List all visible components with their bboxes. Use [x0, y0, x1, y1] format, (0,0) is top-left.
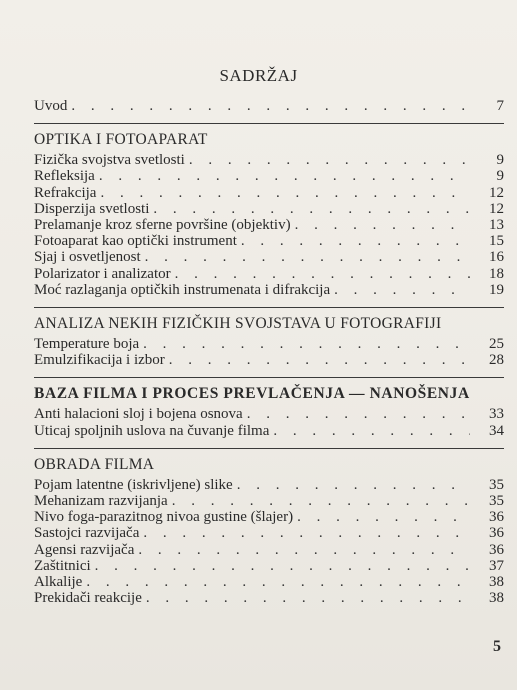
toc-entry [34, 574, 504, 590]
dot-leader [143, 336, 470, 352]
toc-entry [34, 266, 504, 282]
toc-entry [34, 477, 504, 493]
toc-entry-label: Polarizator i analizator [34, 265, 171, 282]
toc-entry-page: 36 [489, 541, 504, 558]
dot-leader [143, 525, 470, 541]
toc-entry-page: 36 [489, 509, 504, 526]
toc-entry-page: 16 [489, 249, 504, 266]
toc-entry [34, 249, 504, 265]
toc-entry [34, 233, 504, 249]
dot-leader [100, 185, 470, 201]
dot-leader [237, 477, 470, 493]
toc-entry [34, 168, 504, 184]
dot-leader [86, 574, 470, 590]
dot-leader [95, 558, 470, 574]
toc-entry-page: 13 [489, 217, 504, 234]
toc-entry-label: Alkalije [34, 574, 83, 591]
toc-entry-page: 12 [489, 184, 504, 201]
dot-leader [153, 201, 470, 217]
section-title: OPTIKA I FOTOAPARAT [34, 131, 208, 149]
toc-entry-label: Prekidači reakcije [34, 590, 142, 607]
toc-entry-page: 18 [489, 265, 504, 282]
dot-leader [172, 493, 470, 509]
toc-entry-page: 9 [496, 152, 504, 169]
toc-entry-label: Prelamanje kroz sferne površine (objektiv) [34, 217, 291, 234]
section-title: OBRADA FILMA [34, 455, 155, 473]
toc-entry-label: Anti halacioni sloj i bojena osnova [34, 406, 243, 423]
dot-leader [273, 423, 470, 439]
toc-entry-page: 37 [489, 557, 504, 574]
toc-entry-label: Uvod [34, 98, 68, 114]
toc-sections [34, 123, 504, 606]
section-title: BAZA FILMA I PROCES PREVLAČENJA — NANOŠENJA [34, 385, 470, 403]
dot-leader [334, 282, 470, 298]
dot-leader [71, 98, 470, 114]
toc-entry-label: Emulzifikacija i izbor [34, 352, 165, 369]
toc-entry-label: Mehanizam razvijanja [34, 493, 168, 510]
dot-leader [99, 168, 470, 184]
toc-entry-label: Sjaj i osvetljenost [34, 249, 141, 266]
toc-entry [34, 493, 504, 509]
toc-entry [34, 201, 504, 217]
toc-entry-label: Sastojci razvijača [34, 525, 140, 542]
section-divider [34, 377, 504, 378]
toc-entry-page: 25 [489, 336, 504, 353]
toc-entry-page: 33 [489, 406, 504, 423]
toc-entry [34, 509, 504, 525]
toc-entry [34, 406, 504, 422]
toc-entry-label: Fizička svojstva svetlosti [34, 152, 185, 169]
toc-entry-label: Zaštitnici [34, 557, 91, 574]
toc-entry [34, 542, 504, 558]
toc-entry-page: 34 [489, 422, 504, 439]
toc-entry [34, 525, 504, 541]
toc-entry [34, 282, 504, 298]
toc-entry-intro [34, 98, 504, 114]
toc-entry-page: 15 [489, 233, 504, 250]
section-divider [34, 307, 504, 308]
toc-entry-label: Pojam latentne (iskrivljene) slike [34, 476, 233, 493]
toc-entry-label: Temperature boja [34, 336, 140, 353]
dot-leader [146, 590, 470, 606]
dot-leader [138, 542, 470, 558]
dot-leader [297, 509, 470, 525]
toc-entry-label: Agensi razvijača [34, 541, 135, 558]
toc-entry-label: Disperzija svetlosti [34, 200, 150, 217]
toc-entry-page: 38 [489, 590, 504, 607]
dot-leader [175, 266, 470, 282]
toc-entry [34, 217, 504, 233]
toc-entry-label: Refrakcija [34, 184, 97, 201]
page-number: 5 [493, 638, 501, 655]
section-divider [34, 448, 504, 449]
toc-entry-page: 19 [489, 281, 504, 298]
toc-entry [34, 590, 504, 606]
toc-entry [34, 558, 504, 574]
toc-entry-page: 28 [489, 352, 504, 369]
dot-leader [189, 152, 470, 168]
toc-entry [34, 152, 504, 168]
dot-leader [247, 406, 470, 422]
toc-entry-label: Refleksija [34, 168, 95, 185]
toc-entry-page: 35 [489, 493, 504, 510]
toc-entry-page: 36 [489, 525, 504, 542]
toc-entry-label: Fotoaparat kao optički instrument [34, 233, 237, 250]
toc-entry [34, 336, 504, 352]
toc-entry [34, 185, 504, 201]
dot-leader [169, 352, 470, 368]
toc-entry [34, 423, 504, 439]
table-of-contents [34, 98, 504, 606]
toc-entry-label: Nivo foga-parazitnog nivoa gustine (šlajer) [34, 509, 294, 526]
toc-entry-page: 12 [489, 200, 504, 217]
dot-leader [241, 233, 470, 249]
toc-entry-page: 7 [496, 98, 504, 114]
toc-entry [34, 352, 504, 368]
section-divider [34, 123, 504, 124]
toc-entry-page: 38 [489, 574, 504, 591]
toc-entry-page: 35 [489, 476, 504, 493]
toc-entry-page: 9 [496, 168, 504, 185]
dot-leader [295, 217, 470, 233]
toc-entry-label: Uticaj spoljnih uslova na čuvanje filma [34, 422, 270, 439]
dot-leader [145, 249, 470, 265]
toc-entry-label: Moć razlaganja optičkih instrumenata i difrakcija [34, 281, 331, 298]
section-title: ANALIZA NEKIH FIZIČKIH SVOJSTAVA U FOTOGRAFIJI [34, 315, 442, 333]
toc-title: SADRŽAJ [219, 66, 298, 85]
